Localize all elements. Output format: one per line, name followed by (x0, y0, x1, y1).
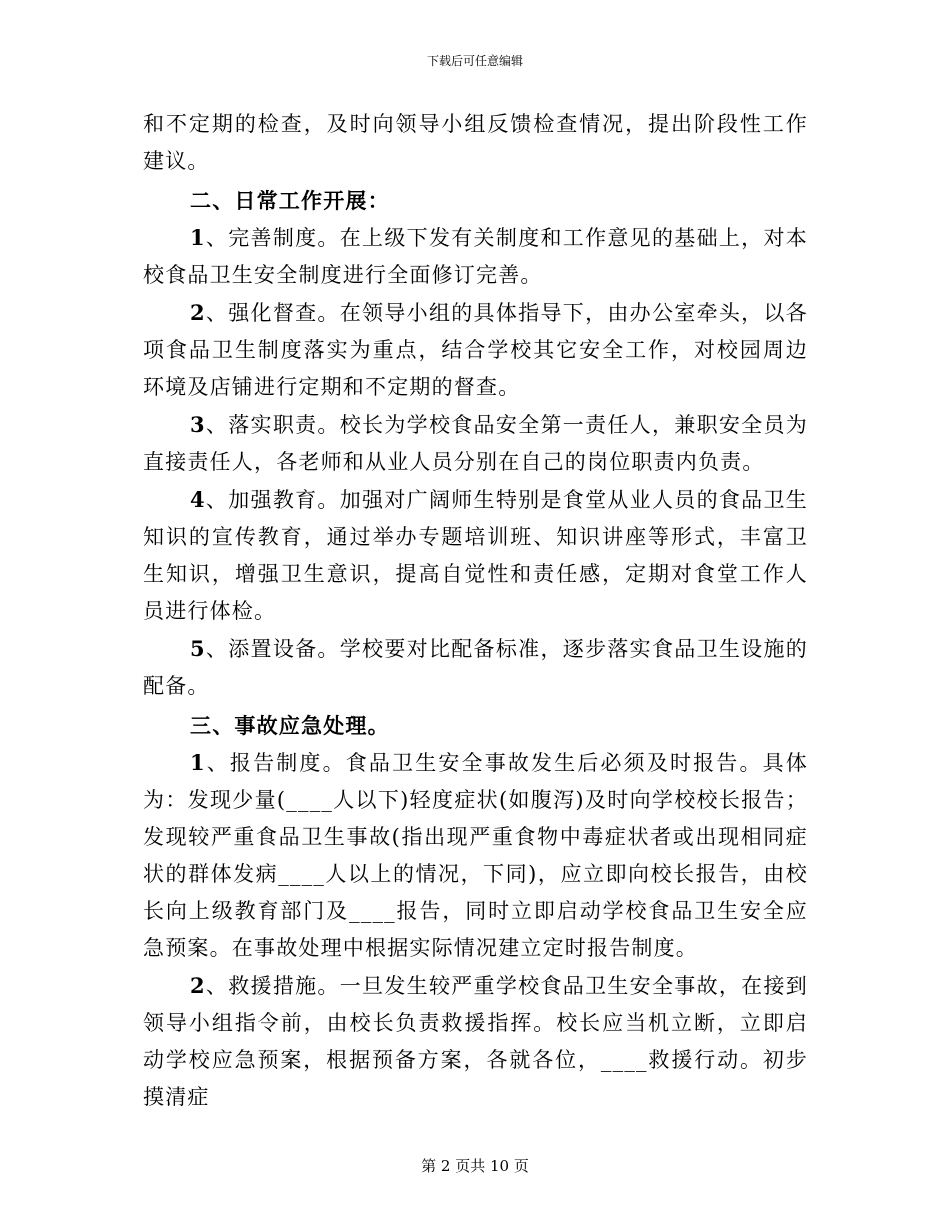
paragraph-continuation: 和不定期的检查，及时向领导小组反馈检查情况，提出阶段性工作建议。 (143, 112, 808, 173)
list-item-1 (143, 219, 808, 294)
item-text: 、完善制度。在上级下发有关制度和工作意见的基础上，对本校食品卫生安全制度进行全面修订完善。 (143, 226, 808, 287)
item-number: 1 (190, 225, 206, 250)
item-number: 1 (190, 750, 206, 775)
item-text: 、救援措施。一旦发生较严重学校食品卫生安全事故，在接到领导小组指令前，由校长负责救援指挥。校长应当机立断，立即启动学校应急预案，根据预备方案，各就各位，____救援行动。初步摸清症 (143, 974, 808, 1109)
item-number: 2 (190, 300, 206, 325)
item-text: 、加强教育。加强对广阔师生特别是食堂从业人员的食品卫生知识的宣传教育，通过举办专题培训班、知识讲座等形式，丰富卫生知识，增强卫生意识，提高自觉性和责任感，定期对食堂工作人员进行体检。 (143, 488, 808, 623)
item-text: 、落实职责。校长为学校食品安全第一责任人，兼职安全员为直接责任人，各老师和从业人员分别在自己的岗位职责内负责。 (143, 413, 808, 474)
item-number: 5 (190, 636, 206, 661)
document-body (143, 106, 808, 1116)
list-item-4 (143, 481, 808, 630)
page-footer: 第 2 页共 10 页 (421, 1157, 529, 1175)
item-number: 4 (190, 487, 206, 512)
list-item-report (143, 744, 808, 967)
item-text: 、报告制度。食品卫生安全事故发生后必须及时报告。具体为：发现少量(____人以下)轻度症状(如腹泻)及时向学校校长报告；发现较严重食品卫生事故(指出现严重食物中毒症状者或出现相同症状的群体发病____人以上的情况，下同)，应立即向校长报告，由校长向上级教育部门及____报告，同时立即启动学校食品卫生安全应急预案。在事故处理中根据实际情况建立定时报告制度。 (143, 751, 808, 960)
item-number: 2 (190, 973, 206, 998)
list-item-rescue (143, 967, 808, 1116)
item-text: 、强化督查。在领导小组的具体指导下，由办公室牵头，以各项食品卫生制度落实为重点，结合学校其它安全工作，对校园周边环境及店铺进行定期和不定期的督查。 (143, 301, 808, 399)
item-text: 、添置设备。学校要对比配备标准，逐步落实食品卫生设施的配备。 (143, 637, 808, 698)
list-item-3 (143, 406, 808, 481)
list-item-5 (143, 630, 808, 705)
section-heading-3: 三、事故应急处理。 (190, 713, 390, 738)
list-item-2 (143, 294, 808, 406)
item-number: 3 (190, 412, 206, 437)
section-heading-2: 二、日常工作开展： (190, 188, 390, 213)
page-header: 下载后可任意编辑 (426, 54, 523, 68)
